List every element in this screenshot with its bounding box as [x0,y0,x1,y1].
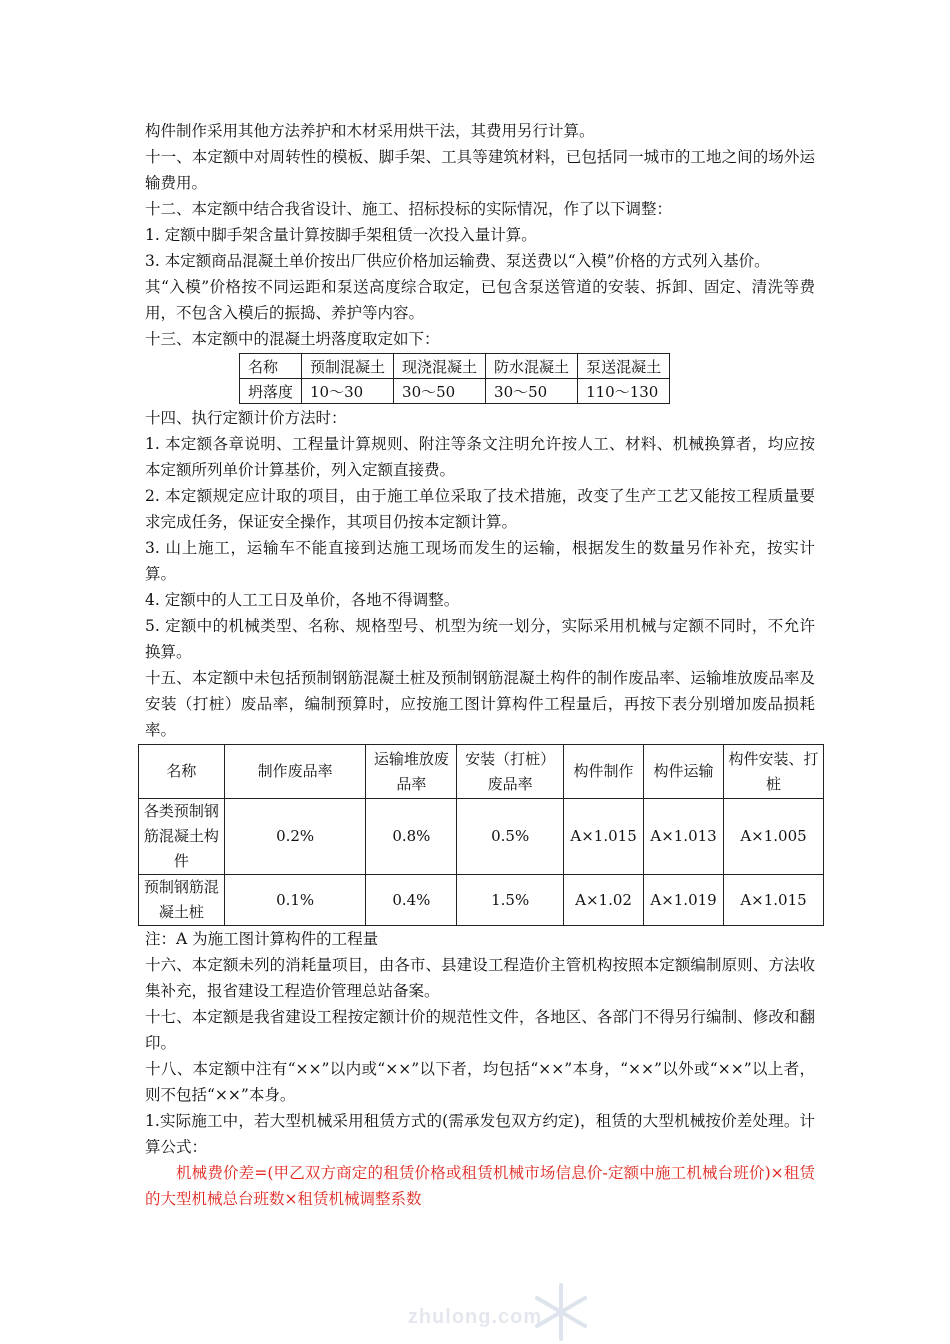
table-cell: 防水混凝土 [486,354,578,379]
paragraph: 十一、本定额中对周转性的模板、脚手架、工具等建筑材料，已包括同一城市的工地之间的场外运输费用。 [145,148,815,192]
table-cell: 制作废品率 [224,745,366,799]
paragraph: 3. 本定额商品混凝土单价按出厂供应价格加运输费、泵送费以“入模”价格的方式列入基价。 [145,252,770,270]
table-cell: 构件安装、打桩 [724,745,824,799]
paragraph: 十七、本定额是我省建设工程按定额计价的规范性文件，各地区、各部门不得另行编制、修改和翻印。 [145,1008,815,1052]
table-cell: A×1.015 [724,875,824,926]
table-cell: 各类预制钢筋混凝土构件 [139,799,225,875]
paragraph: 1. 定额中脚手架含量计算按脚手架租赁一次投入量计算。 [145,226,537,244]
paragraph: 4. 定额中的人工工日及单价，各地不得调整。 [145,591,460,609]
loss-rate-table [138,744,824,926]
table-cell: 构件运输 [644,745,724,799]
watermark-text: zhulong.com [407,1306,543,1328]
table-cell: 0.1% [224,875,366,926]
paragraph: 1. 本定额各章说明、工程量计算规则、附注等条文注明允许按人工、材料、机械换算者，均应按本定额所列单价计算基价，列入定额直接费。 [145,435,815,479]
document-body [143,118,819,1212]
paragraph: 3. 山上施工，运输车不能直接到达施工现场而发生的运输，根据发生的数量另作补充，按实计算。 [145,539,815,583]
table-cell: 运输堆放废品率 [366,745,457,799]
table-row [139,875,824,926]
table-cell: 1.5% [457,875,564,926]
table-cell: 30～50 [394,379,486,404]
table-cell: 构件制作 [564,745,644,799]
table-row [240,379,670,404]
table-cell: 0.4% [366,875,457,926]
paragraph: 构件制作采用其他方法养护和木材采用烘干法，其费用另行计算。 [145,122,595,140]
paragraph: 1.实际施工中，若大型机械采用租赁方式的(需承发包双方约定)，租赁的大型机械按价差处理。计算公式： [145,1112,815,1156]
table-header-row [139,745,824,799]
table-cell: A×1.005 [724,799,824,875]
table-cell: 30～50 [486,379,578,404]
formula-text: 机械费价差=(甲乙双方商定的租赁价格或租赁机械市场信息价-定额中施工机械台班价)×租赁的大型机械总台班数×租赁机械调整系数 [145,1164,815,1208]
paragraph: 2. 本定额规定应计取的项目，由于施工单位采取了技术措施，改变了生产工艺又能按工程质量要求完成任务，保证安全操作，其项目仍按本定额计算。 [145,487,815,531]
paragraph: 其“入模”价格按不同运距和泵送高度综合取定，已包含泵送管道的安装、拆卸、固定、清洗等费用，不包含入模后的振捣、养护等内容。 [145,278,815,322]
table-cell: 0.2% [224,799,366,875]
slump-table [239,353,670,404]
table-cell: 预制混凝土 [302,354,394,379]
table-cell: A×1.015 [564,799,644,875]
table-cell: 现浇混凝土 [394,354,486,379]
paragraph: 十八、本定额中注有“××”以内或“××”以下者，均包括“××”本身，“××”以外或“××”以上者，则不包括“××”本身。 [145,1060,815,1104]
table-cell: 110～130 [578,379,670,404]
table-cell: 预制钢筋混凝土桩 [139,875,225,926]
table-cell: 10～30 [302,379,394,404]
table-cell: 名称 [139,745,225,799]
paragraph: 十五、本定额中未包括预制钢筋混凝土桩及预制钢筋混凝土构件的制作废品率、运输堆放废品率及安装（打桩）废品率，编制预算时，应按施工图计算构件工程量后，再按下表分别增加废品损耗率。 [145,669,815,739]
paragraph: 十二、本定额中结合我省设计、施工、招标投标的实际情况，作了以下调整： [145,200,673,218]
table-cell: A×1.019 [644,875,724,926]
table-cell: 坍落度 [240,379,302,404]
table-cell: A×1.02 [564,875,644,926]
table-cell: 0.5% [457,799,564,875]
table-cell: A×1.013 [644,799,724,875]
paragraph: 十三、本定额中的混凝土坍落度取定如下： [145,330,440,348]
table-row [139,799,824,875]
table-cell: 0.8% [366,799,457,875]
paragraph: 5. 定额中的机械类型、名称、规格型号、机型为统一划分，实际采用机械与定额不同时，不允许换算。 [145,617,815,661]
table-note: 注：A 为施工图计算构件的工程量 [145,930,379,948]
table-cell: 名称 [240,354,302,379]
paragraph: 十四、执行定额计价方法时： [145,409,347,427]
table-cell: 泵送混凝土 [578,354,670,379]
table-cell: 安装（打桩）废品率 [457,745,564,799]
paragraph: 十六、本定额未列的消耗量项目，由各市、县建设工程造价主管机构按照本定额编制原则、方法收集补充，报省建设工程造价管理总站备案。 [145,956,815,1000]
table-header-row [240,354,670,379]
